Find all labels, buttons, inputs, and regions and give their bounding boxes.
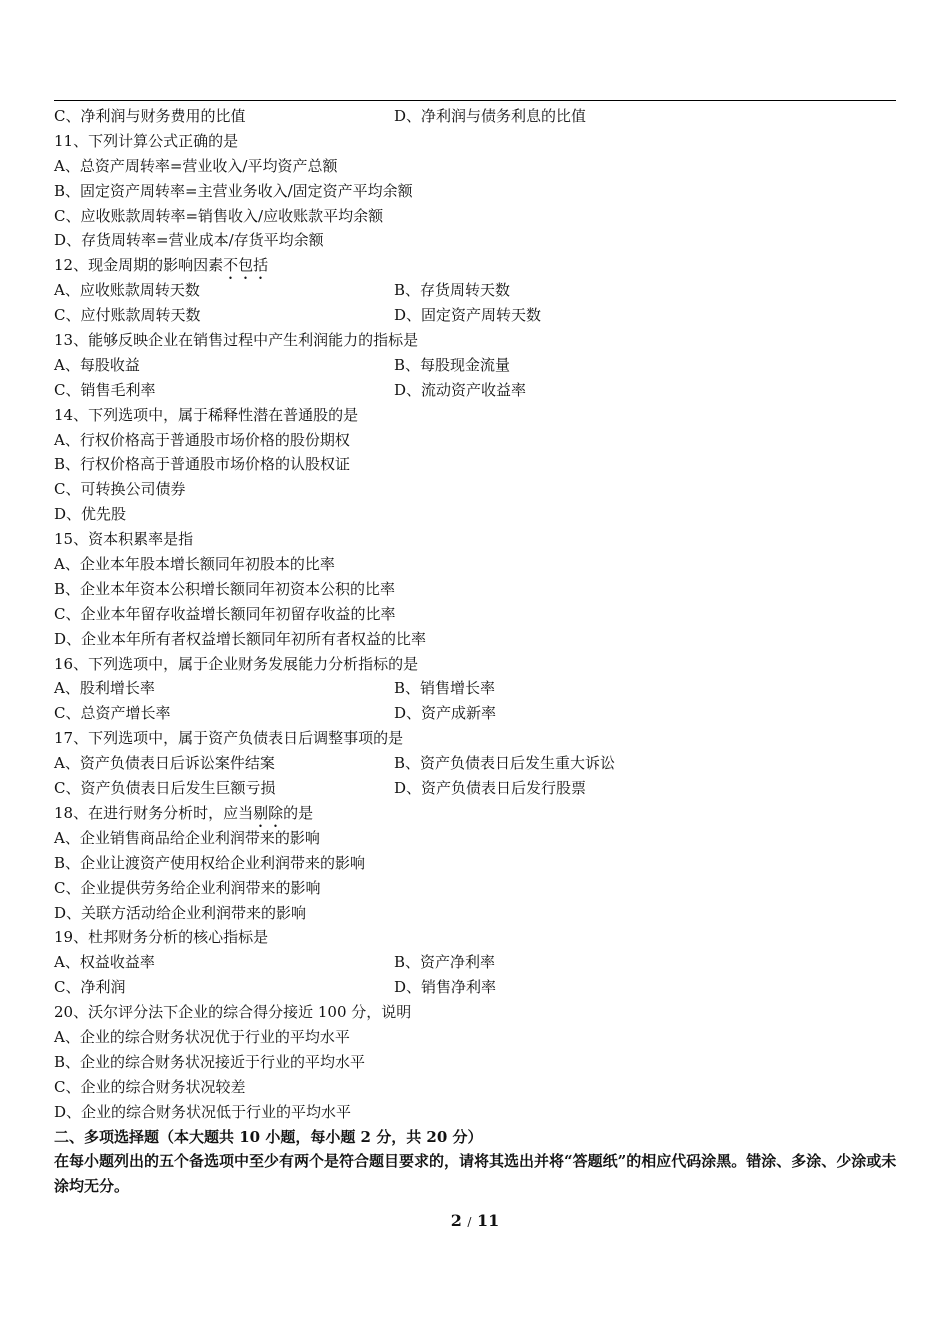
- q16-option-c: C、总资产增长率: [54, 704, 171, 723]
- header-rule: [54, 100, 896, 101]
- q17-options-ab: [54, 751, 904, 776]
- q14-option-d: D、优先股: [54, 505, 127, 524]
- q17-option-c: C、资产负债表日后发生巨额亏损: [54, 779, 276, 798]
- q12-stem-text: 12、现金周期的影响因素: [54, 256, 224, 275]
- q18-stem: [54, 801, 904, 826]
- q12-option-b: B、存货周转天数: [394, 281, 511, 300]
- q15-option-d: D、企业本年所有者权益增长额同年初所有者权益的比率: [54, 629, 427, 648]
- q11-option-a: A、总资产周转率=营业收入/平均资产总额: [54, 156, 338, 175]
- q13-option-c: C、销售毛利率: [54, 380, 156, 399]
- page-separator: /: [467, 1215, 472, 1229]
- q15-stem: 15、资本积累率是指: [54, 530, 194, 549]
- q12-stem: [54, 253, 904, 278]
- q16-option-d: D、资产成新率: [394, 704, 497, 723]
- q18-stem-tail: 的是: [283, 803, 314, 822]
- q17-option-a: A、资产负债表日后诉讼案件结案: [54, 754, 275, 773]
- q17-options-cd: [54, 776, 904, 801]
- page-number: [0, 1211, 950, 1230]
- q19-option-a: A、权益收益率: [54, 953, 155, 972]
- q14-option-a: A、行权价格高于普通股市场价格的股份期权: [54, 430, 350, 449]
- q12-option-a: A、应收账款周转天数: [54, 281, 200, 300]
- section-2-title: 二、多项选择题（本大题共 10 小题，每小题 2 分，共 20 分）: [54, 1127, 483, 1146]
- q12-options-cd: [54, 303, 904, 328]
- q14-option-b: B、行权价格高于普通股市场价格的认股权证: [54, 455, 351, 474]
- q16-stem: 16、下列选项中，属于企业财务发展能力分析指标的是: [54, 654, 419, 673]
- q10-options-cd: [54, 104, 904, 129]
- q15-option-c: C、企业本年留存收益增长额同年初留存收益的比率: [54, 604, 396, 623]
- q20-option-c: C、企业的综合财务状况较差: [54, 1077, 246, 1096]
- q19-stem: 19、杜邦财务分析的核心指标是: [54, 928, 269, 947]
- q16-options-cd: [54, 701, 904, 726]
- q16-option-b: B、销售增长率: [394, 679, 496, 698]
- q11-option-b: B、固定资产周转率=主营业务收入/固定资产平均余额: [54, 181, 413, 200]
- q12-options-ab: [54, 278, 904, 303]
- q13-option-a: A、每股收益: [54, 355, 140, 374]
- page-total: 11: [477, 1211, 500, 1230]
- q12-option-c: C、应付账款周转天数: [54, 306, 201, 325]
- q18-stem-emphasis: 剔除: [253, 803, 284, 822]
- q13-option-d: D、流动资产收益率: [394, 380, 527, 399]
- q16-option-a: A、股利增长率: [54, 679, 155, 698]
- section-2-instruction: 在每小题列出的五个备选项中至少有两个是符合题目要求的，请将其选出并将“答题纸”的相应代码涂黑。错涂、多涂、少涂或未涂均无分。: [54, 1152, 897, 1196]
- q13-options-cd: [54, 378, 904, 403]
- q16-options-ab: [54, 676, 904, 701]
- q17-option-b: B、资产负债表日后发生重大诉讼: [394, 754, 616, 773]
- q19-options-ab: [54, 950, 904, 975]
- q11-option-d: D、存货周转率=营业成本/存货平均余额: [54, 231, 324, 250]
- q18-option-a: A、企业销售商品给企业利润带来的影响: [54, 828, 320, 847]
- q20-option-b: B、企业的综合财务状况接近于行业的平均水平: [54, 1052, 366, 1071]
- q19-option-c: C、净利润: [54, 978, 126, 997]
- q11-option-c: C、应收账款周转率=销售收入/应收账款平均余额: [54, 206, 384, 225]
- q14-stem: 14、下列选项中，属于稀释性潜在普通股的是: [54, 405, 359, 424]
- q15-option-b: B、企业本年资本公积增长额同年初资本公积的比率: [54, 579, 396, 598]
- q17-option-d: D、资产负债表日后发行股票: [394, 779, 587, 798]
- q18-option-b: B、企业让渡资产使用权给企业利润带来的影响: [54, 853, 366, 872]
- q18-option-c: C、企业提供劳务给企业利润带来的影响: [54, 878, 321, 897]
- q13-option-b: B、每股现金流量: [394, 355, 511, 374]
- q20-option-a: A、企业的综合财务状况优于行业的平均水平: [54, 1027, 350, 1046]
- q13-stem: 13、能够反映企业在销售过程中产生利润能力的指标是: [54, 331, 419, 350]
- q20-option-d: D、企业的综合财务状况低于行业的平均水平: [54, 1102, 352, 1121]
- option-c: C、净利润与财务费用的比值: [54, 107, 246, 125]
- q18-stem-text: 18、在进行财务分析时，应当: [54, 803, 254, 822]
- q18-option-d: D、关联方活动给企业利润带来的影响: [54, 903, 307, 922]
- q15-option-a: A、企业本年股本增长额同年初股本的比率: [54, 555, 335, 574]
- q19-option-b: B、资产净利率: [394, 953, 496, 972]
- q14-option-c: C、可转换公司债券: [54, 480, 186, 499]
- q19-option-d: D、销售净利率: [394, 978, 497, 997]
- question-content: [54, 104, 904, 1199]
- q19-options-cd: [54, 975, 904, 1000]
- q12-option-d: D、固定资产周转天数: [394, 306, 542, 325]
- q17-stem: 17、下列选项中，属于资产负债表日后调整事项的是: [54, 729, 404, 748]
- option-d: D、净利润与债务利息的比值: [394, 107, 587, 125]
- page-current: 2: [450, 1211, 462, 1230]
- q12-stem-emphasis: 不包括: [223, 256, 269, 275]
- q13-options-ab: [54, 353, 904, 378]
- q20-stem: 20、沃尔评分法下企业的综合得分接近 100 分，说明: [54, 1003, 412, 1022]
- q11-stem: 11、下列计算公式正确的是: [54, 131, 239, 150]
